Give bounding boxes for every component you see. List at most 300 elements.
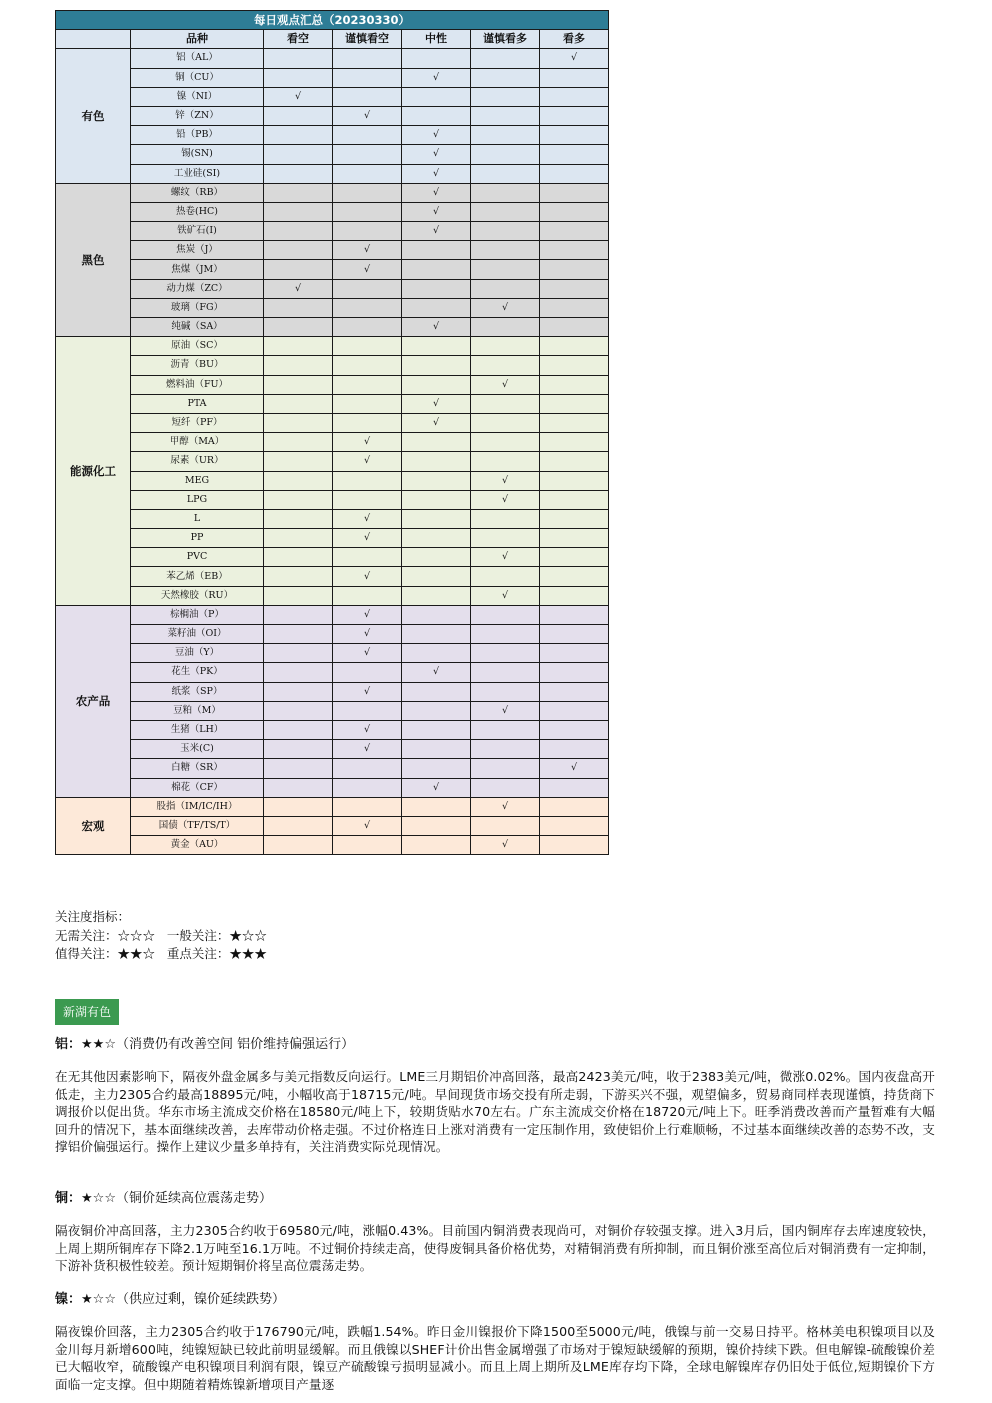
view-cell — [540, 375, 609, 394]
table-row — [56, 625, 609, 644]
view-cell — [402, 279, 471, 298]
view-cell — [402, 241, 471, 260]
view-cell — [540, 183, 609, 202]
view-cell — [471, 529, 540, 548]
commodity-name: 焦煤（JM） — [131, 260, 264, 279]
view-cell — [540, 586, 609, 605]
check-mark: √ — [540, 759, 609, 778]
view-cell — [264, 433, 333, 452]
commodity-name: PTA — [131, 394, 264, 413]
table-row — [56, 298, 609, 317]
commodity-name: 甲醇（MA） — [131, 433, 264, 452]
daily-view-table — [55, 10, 609, 855]
view-cell — [333, 759, 402, 778]
check-mark: √ — [471, 797, 540, 816]
check-mark: √ — [333, 740, 402, 759]
section-stars: ★☆☆ — [81, 1292, 116, 1307]
view-cell — [333, 413, 402, 432]
commodity-name: 国债（TF/TS/T） — [131, 816, 264, 835]
view-cell — [264, 816, 333, 835]
table-row — [56, 126, 609, 145]
table-row — [56, 759, 609, 778]
view-cell — [471, 106, 540, 125]
view-cell — [264, 164, 333, 183]
check-mark: √ — [540, 49, 609, 68]
commodity-name: 生猪（LH） — [131, 720, 264, 739]
view-cell — [540, 68, 609, 87]
check-mark: √ — [333, 509, 402, 528]
check-mark: √ — [264, 279, 333, 298]
commodity-name: 铜（CU） — [131, 68, 264, 87]
check-mark: √ — [333, 106, 402, 125]
view-cell — [264, 720, 333, 739]
view-cell — [471, 394, 540, 413]
check-mark: √ — [333, 720, 402, 739]
table-row — [56, 529, 609, 548]
header-cell: 看多 — [540, 30, 609, 49]
check-mark: √ — [333, 816, 402, 835]
table-row — [56, 836, 609, 855]
view-cell — [402, 644, 471, 663]
check-mark: √ — [333, 452, 402, 471]
view-cell — [264, 241, 333, 260]
check-mark: √ — [471, 471, 540, 490]
view-cell — [540, 625, 609, 644]
view-cell — [333, 279, 402, 298]
view-cell — [471, 202, 540, 221]
view-cell — [333, 548, 402, 567]
view-cell — [402, 471, 471, 490]
commodity-name: 苯乙烯（EB） — [131, 567, 264, 586]
view-cell — [264, 797, 333, 816]
view-cell — [540, 260, 609, 279]
view-cell — [402, 375, 471, 394]
view-cell — [540, 106, 609, 125]
commodity-name: PP — [131, 529, 264, 548]
view-cell — [402, 548, 471, 567]
table-row — [56, 720, 609, 739]
view-cell — [540, 740, 609, 759]
table-row — [56, 318, 609, 337]
view-cell — [264, 298, 333, 317]
legend-line-1: 无需关注：☆☆☆ 一般关注：★☆☆ — [55, 927, 267, 943]
table-row — [56, 87, 609, 106]
commodity-name: 豆粕（M） — [131, 701, 264, 720]
table-row — [56, 202, 609, 221]
group-label: 农产品 — [56, 605, 131, 797]
table-row — [56, 394, 609, 413]
table-row — [56, 797, 609, 816]
commodity-name: 锡(SN) — [131, 145, 264, 164]
view-cell — [264, 586, 333, 605]
view-cell — [540, 471, 609, 490]
view-cell — [402, 452, 471, 471]
commodity-name: 沥青（BU） — [131, 356, 264, 375]
view-cell — [333, 586, 402, 605]
view-cell — [402, 356, 471, 375]
commodity-name: 棉花（CF） — [131, 778, 264, 797]
view-cell — [264, 106, 333, 125]
table-row — [56, 106, 609, 125]
commodity-name: 天然橡胶（RU） — [131, 586, 264, 605]
section-stars: ★★☆ — [81, 1037, 116, 1052]
table-row — [56, 183, 609, 202]
view-cell — [264, 778, 333, 797]
view-cell — [471, 720, 540, 739]
view-cell — [471, 356, 540, 375]
view-cell — [264, 682, 333, 701]
view-cell — [540, 816, 609, 835]
view-cell — [471, 433, 540, 452]
table-row — [56, 452, 609, 471]
view-cell — [471, 126, 540, 145]
view-cell — [264, 318, 333, 337]
view-cell — [264, 759, 333, 778]
group-label: 能源化工 — [56, 337, 131, 606]
view-cell — [471, 682, 540, 701]
view-cell — [540, 356, 609, 375]
section-heading — [55, 1190, 935, 1208]
view-cell — [264, 222, 333, 241]
view-cell — [540, 682, 609, 701]
view-cell — [402, 260, 471, 279]
header-row — [56, 30, 609, 49]
view-cell — [540, 529, 609, 548]
view-cell — [264, 183, 333, 202]
table-row — [56, 740, 609, 759]
view-cell — [471, 164, 540, 183]
view-cell — [540, 778, 609, 797]
commodity-name: 工业硅(SI) — [131, 164, 264, 183]
view-cell — [333, 222, 402, 241]
view-cell — [540, 663, 609, 682]
view-cell — [402, 509, 471, 528]
view-cell — [333, 318, 402, 337]
table-row — [56, 241, 609, 260]
view-cell — [540, 241, 609, 260]
check-mark: √ — [402, 413, 471, 432]
view-cell — [540, 318, 609, 337]
commodity-name: 黄金（AU） — [131, 836, 264, 855]
view-cell — [402, 490, 471, 509]
table-row — [56, 509, 609, 528]
view-cell — [333, 778, 402, 797]
view-cell — [540, 548, 609, 567]
view-cell — [471, 663, 540, 682]
section-body: 隔夜镍价回落，主力2305合约收于176790元/吨，跌幅1.54%。昨日金川镍报价下降1500至5000元/吨，俄镍与前一交易日持平。格林美电积镍项目以及金川每月新增600吨，纯镍短缺已较此前明显缓解。而且俄镍以SHEF计价出售金属增强了市场对于镍短缺缓解的预期，镍价持续下跌。但电解镍-硫酸镍价差已大幅收窄，硫酸镍产电积镍项目利润有限，镍豆产硫酸镍亏损明显减小。而且上周上期所及LME库存均下降，全球电解镍库存仍旧处于低位,短期镍价下方面临一定支撑。但中期随着精炼镍新增项目产量逐 — [55, 1324, 935, 1392]
check-mark: √ — [471, 836, 540, 855]
table-row — [56, 644, 609, 663]
commodity-name: MEG — [131, 471, 264, 490]
table-row — [56, 413, 609, 432]
section-headline: （消费仍有改善空间 铝价维持偏强运行） — [115, 1037, 355, 1052]
table-row — [56, 49, 609, 68]
table-title: 每日观点汇总（20230330） — [56, 11, 609, 30]
commodity-name: 花生（PK） — [131, 663, 264, 682]
view-cell — [264, 356, 333, 375]
check-mark: √ — [402, 222, 471, 241]
view-cell — [264, 548, 333, 567]
view-cell — [264, 644, 333, 663]
table-row — [56, 548, 609, 567]
table-row — [56, 222, 609, 241]
view-cell — [264, 605, 333, 624]
commodity-name: LPG — [131, 490, 264, 509]
view-cell — [471, 87, 540, 106]
view-cell — [333, 471, 402, 490]
view-cell — [333, 68, 402, 87]
view-cell — [402, 605, 471, 624]
view-cell — [333, 87, 402, 106]
view-cell — [540, 509, 609, 528]
section-name: 铝： — [55, 1037, 82, 1052]
view-cell — [540, 145, 609, 164]
check-mark: √ — [402, 318, 471, 337]
view-cell — [402, 586, 471, 605]
table-row — [56, 567, 609, 586]
view-cell — [402, 337, 471, 356]
commodity-name: 原油（SC） — [131, 337, 264, 356]
table-row — [56, 471, 609, 490]
section-name: 铜： — [55, 1191, 82, 1206]
view-cell — [333, 663, 402, 682]
view-cell — [264, 375, 333, 394]
commodity-name: 镍（NI） — [131, 87, 264, 106]
view-cell — [471, 452, 540, 471]
view-cell — [402, 682, 471, 701]
view-cell — [264, 836, 333, 855]
view-cell — [264, 202, 333, 221]
section-heading — [55, 1036, 935, 1054]
commodity-name: 尿素（UR） — [131, 452, 264, 471]
view-cell — [402, 529, 471, 548]
commodity-name: 纯碱（SA） — [131, 318, 264, 337]
view-cell — [540, 452, 609, 471]
view-cell — [402, 87, 471, 106]
view-cell — [333, 701, 402, 720]
view-cell — [264, 145, 333, 164]
check-mark: √ — [471, 490, 540, 509]
view-cell — [540, 164, 609, 183]
table-row — [56, 701, 609, 720]
commodity-name: 玉米(C) — [131, 740, 264, 759]
view-cell — [540, 836, 609, 855]
view-cell — [333, 164, 402, 183]
group-label: 宏观 — [56, 797, 131, 855]
view-cell — [540, 298, 609, 317]
view-cell — [264, 471, 333, 490]
commodity-name: PVC — [131, 548, 264, 567]
view-cell — [540, 413, 609, 432]
view-cell — [333, 836, 402, 855]
view-cell — [333, 337, 402, 356]
view-cell — [540, 337, 609, 356]
check-mark: √ — [402, 202, 471, 221]
view-cell — [402, 720, 471, 739]
group-label: 黑色 — [56, 183, 131, 337]
section-name: 镍： — [55, 1292, 82, 1307]
view-cell — [471, 778, 540, 797]
commodity-name: 铝（AL） — [131, 49, 264, 68]
check-mark: √ — [471, 548, 540, 567]
view-cell — [471, 68, 540, 87]
table-row — [56, 433, 609, 452]
check-mark: √ — [333, 433, 402, 452]
commodity-name: 螺纹（RB） — [131, 183, 264, 202]
view-cell — [402, 567, 471, 586]
commodity-name: 豆油（Y） — [131, 644, 264, 663]
header-cell: 谨慎看空 — [333, 30, 402, 49]
header-cell: 谨慎看多 — [471, 30, 540, 49]
view-cell — [471, 318, 540, 337]
view-cell — [333, 202, 402, 221]
commodity-name: 菜籽油（OI） — [131, 625, 264, 644]
legend-title: 关注度指标： — [55, 909, 131, 924]
table-row — [56, 164, 609, 183]
commodity-name: 短纤（PF） — [131, 413, 264, 432]
view-cell — [402, 298, 471, 317]
view-cell — [333, 298, 402, 317]
view-cell — [333, 145, 402, 164]
table-row — [56, 375, 609, 394]
check-mark: √ — [471, 701, 540, 720]
view-cell — [540, 701, 609, 720]
check-mark: √ — [471, 375, 540, 394]
section-tag: 新湖有色 — [55, 999, 119, 1025]
check-mark: √ — [402, 145, 471, 164]
view-cell — [471, 567, 540, 586]
view-cell — [333, 183, 402, 202]
check-mark: √ — [402, 663, 471, 682]
header-spacer — [56, 30, 131, 49]
commodity-name: 锌（ZN） — [131, 106, 264, 125]
section-headline: （供应过剩，镍价延续跌势） — [115, 1292, 285, 1307]
check-mark: √ — [333, 605, 402, 624]
view-cell — [264, 49, 333, 68]
check-mark: √ — [333, 644, 402, 663]
view-cell — [264, 452, 333, 471]
section-aluminum — [55, 1036, 935, 1156]
view-cell — [540, 644, 609, 663]
section-copper — [55, 1190, 935, 1275]
check-mark: √ — [471, 586, 540, 605]
view-cell — [264, 529, 333, 548]
view-cell — [540, 394, 609, 413]
view-cell — [471, 816, 540, 835]
section-body: 在无其他因素影响下，隔夜外盘金属多与美元指数反向运行。LME三月期铝价冲高回落，最高2423美元/吨，收于2383美元/吨，微涨0.02%。国内夜盘高开低走，主力2305合约最高18895元/吨，小幅收高于18715元/吨。早间现货市场交投有所走弱，下游买兴不强，观望偏多，贸易商同样表现谨慎，持货商下调报价以促出货。华东市场主流成交价格在18580元/吨上下，较期货贴水70左右。广东主流成交价格在18720元/吨上下。旺季消费改善而产量暂难有大幅回升的情况下，基本面继续改善，去库带动价格走强。不过价格连日上涨对消费有一定压制作用，致使铝价上行难顺畅，不过基本面继续改善的态势不改，支撑铝价偏强运行。操作上建议少量多单持有，关注消费实际兑现情况。 — [55, 1069, 935, 1155]
view-cell — [471, 183, 540, 202]
view-cell — [471, 49, 540, 68]
view-cell — [540, 433, 609, 452]
view-cell — [264, 68, 333, 87]
view-cell — [402, 49, 471, 68]
section-stars: ★☆☆ — [81, 1191, 116, 1206]
table-row — [56, 586, 609, 605]
commodity-name: 动力煤（ZC） — [131, 279, 264, 298]
commodity-name: 铁矿石(I) — [131, 222, 264, 241]
view-cell — [540, 87, 609, 106]
table-row — [56, 490, 609, 509]
check-mark: √ — [333, 260, 402, 279]
check-mark: √ — [402, 394, 471, 413]
header-cell: 看空 — [264, 30, 333, 49]
view-cell — [471, 605, 540, 624]
view-cell — [402, 106, 471, 125]
view-cell — [540, 279, 609, 298]
view-cell — [540, 797, 609, 816]
view-cell — [471, 509, 540, 528]
table-row — [56, 778, 609, 797]
view-cell — [471, 740, 540, 759]
table-body — [56, 49, 609, 855]
table-row — [56, 682, 609, 701]
check-mark: √ — [333, 529, 402, 548]
table-row — [56, 68, 609, 87]
table-row — [56, 279, 609, 298]
view-cell — [333, 394, 402, 413]
view-cell — [402, 740, 471, 759]
section-headline: （铜价延续高位震荡走势） — [115, 1191, 272, 1206]
view-cell — [402, 625, 471, 644]
view-cell — [540, 126, 609, 145]
table-row — [56, 663, 609, 682]
view-cell — [540, 202, 609, 221]
attention-legend — [55, 908, 267, 964]
view-cell — [264, 509, 333, 528]
view-cell — [264, 394, 333, 413]
view-cell — [471, 337, 540, 356]
check-mark: √ — [333, 682, 402, 701]
check-mark: √ — [402, 183, 471, 202]
commodity-name: L — [131, 509, 264, 528]
check-mark: √ — [264, 87, 333, 106]
header-cell: 品种 — [131, 30, 264, 49]
view-cell — [264, 663, 333, 682]
check-mark: √ — [402, 68, 471, 87]
check-mark: √ — [471, 298, 540, 317]
view-cell — [402, 433, 471, 452]
view-cell — [471, 279, 540, 298]
view-cell — [471, 625, 540, 644]
check-mark: √ — [402, 778, 471, 797]
table-row — [56, 145, 609, 164]
view-cell — [264, 337, 333, 356]
group-label: 有色 — [56, 49, 131, 183]
view-cell — [471, 644, 540, 663]
view-cell — [540, 605, 609, 624]
commodity-name: 焦炭（J） — [131, 241, 264, 260]
section-heading — [55, 1291, 935, 1309]
commodity-name: 股指（IM/IC/IH） — [131, 797, 264, 816]
check-mark: √ — [333, 567, 402, 586]
table-row — [56, 816, 609, 835]
view-cell — [333, 375, 402, 394]
view-cell — [333, 126, 402, 145]
view-cell — [540, 720, 609, 739]
legend-line-2: 值得关注：★★☆ 重点关注：★★★ — [55, 946, 267, 961]
check-mark: √ — [402, 164, 471, 183]
view-cell — [402, 759, 471, 778]
view-cell — [471, 222, 540, 241]
commodity-name: 铅（PB） — [131, 126, 264, 145]
table-row — [56, 260, 609, 279]
check-mark: √ — [402, 126, 471, 145]
view-cell — [264, 567, 333, 586]
view-cell — [264, 701, 333, 720]
view-cell — [540, 490, 609, 509]
view-cell — [264, 413, 333, 432]
table-row — [56, 337, 609, 356]
